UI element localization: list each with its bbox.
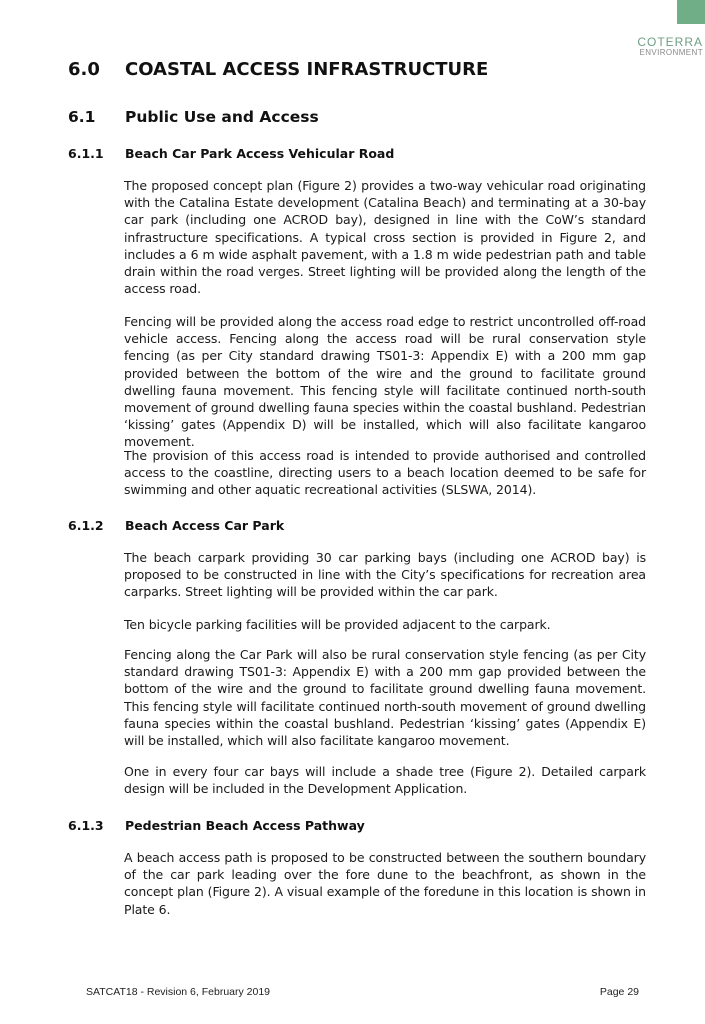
company-logo bbox=[637, 36, 703, 57]
section-title: COASTAL ACCESS INFRASTRUCTURE bbox=[125, 59, 489, 80]
logo-wordmark: COTERRA bbox=[637, 35, 703, 49]
paragraph: The proposed concept plan (Figure 2) provides a two-way vehicular road originating with the Catalina Estate development (Catalina Beach) and terminating at a 30-bay car park (including one ACROD bay), designed in line with the CoW’s standard infrastructure specifications. A typical cross section is provided in Figure 2, and includes a 6 m wide asphalt pavement, with a 1.8 m wide pedestrian path and table drain within the road verges. Street lighting will be provided along the length of the access road. bbox=[124, 178, 646, 297]
paragraph: The beach carpark providing 30 car parking bays (including one ACROD bay) is proposed to be constructed in line with the City’s specifications for recreation area carparks. Street lighting will be provided within the car park. bbox=[124, 550, 646, 600]
footer-document-revision: SATCAT18 - Revision 6, February 2019 bbox=[86, 986, 271, 998]
section-number: 6.0 bbox=[68, 59, 100, 80]
item-number: 6.1.1 bbox=[68, 146, 104, 161]
paragraph: One in every four car bays will include a shade tree (Figure 2). Detailed carpark design will be included in the Development Application. bbox=[124, 764, 646, 797]
footer-page-number: Page 29 bbox=[599, 986, 639, 998]
corner-accent-block bbox=[677, 0, 705, 24]
paragraph: Fencing along the Car Park will also be rural conservation style fencing (as per City standard drawing TS01-3: Appendix E) with a 200 mm gap provided between the bottom of the wire and the ground to facilitate ground dwelling fauna movement. This fencing style will facilitate continued north-south movement of ground dwelling fauna species within the coastal bushland. Pedestrian ‘kissing’ gates (Appendix E) will be installed, which will also facilitate kangaroo movement. bbox=[124, 647, 646, 749]
paragraph: The provision of this access road is intended to provide authorised and controlled access to the coastline, directing users to a beach location deemed to be safe for swimming and other aquatic recreational activities (SLSWA, 2014). bbox=[124, 448, 646, 498]
paragraph: Fencing will be provided along the access road edge to restrict uncontrolled off-road vehicle access. Fencing along the access road will be rural conservation style fencing (as per City standard drawing TS01-3: Appendix E) with a 200 mm gap provided between the bottom of the wire and the ground to facilitate ground dwelling fauna movement. This fencing style will facilitate continued north-south movement of ground dwelling fauna species within the coastal bushland. Pedestrian ‘kissing’ gates (Appendix D) will be installed, which will also facilitate kangaroo movement. bbox=[124, 314, 646, 450]
paragraph: Ten bicycle parking facilities will be provided adjacent to the carpark. bbox=[124, 617, 551, 632]
item-title: Beach Car Park Access Vehicular Road bbox=[125, 146, 395, 161]
subsection-number: 6.1 bbox=[68, 108, 96, 126]
item-title: Pedestrian Beach Access Pathway bbox=[125, 818, 365, 833]
item-number: 6.1.2 bbox=[68, 518, 104, 533]
logo-tagline: ENVIRONMENT bbox=[639, 48, 703, 57]
paragraph: A beach access path is proposed to be constructed between the southern boundary of the car park leading over the fore dune to the beachfront, as shown in the concept plan (Figure 2). A visual example of the foredune in this location is shown in Plate 6. bbox=[124, 850, 646, 917]
subsection-title: Public Use and Access bbox=[125, 108, 319, 126]
item-number: 6.1.3 bbox=[68, 818, 104, 833]
item-title: Beach Access Car Park bbox=[125, 518, 285, 533]
